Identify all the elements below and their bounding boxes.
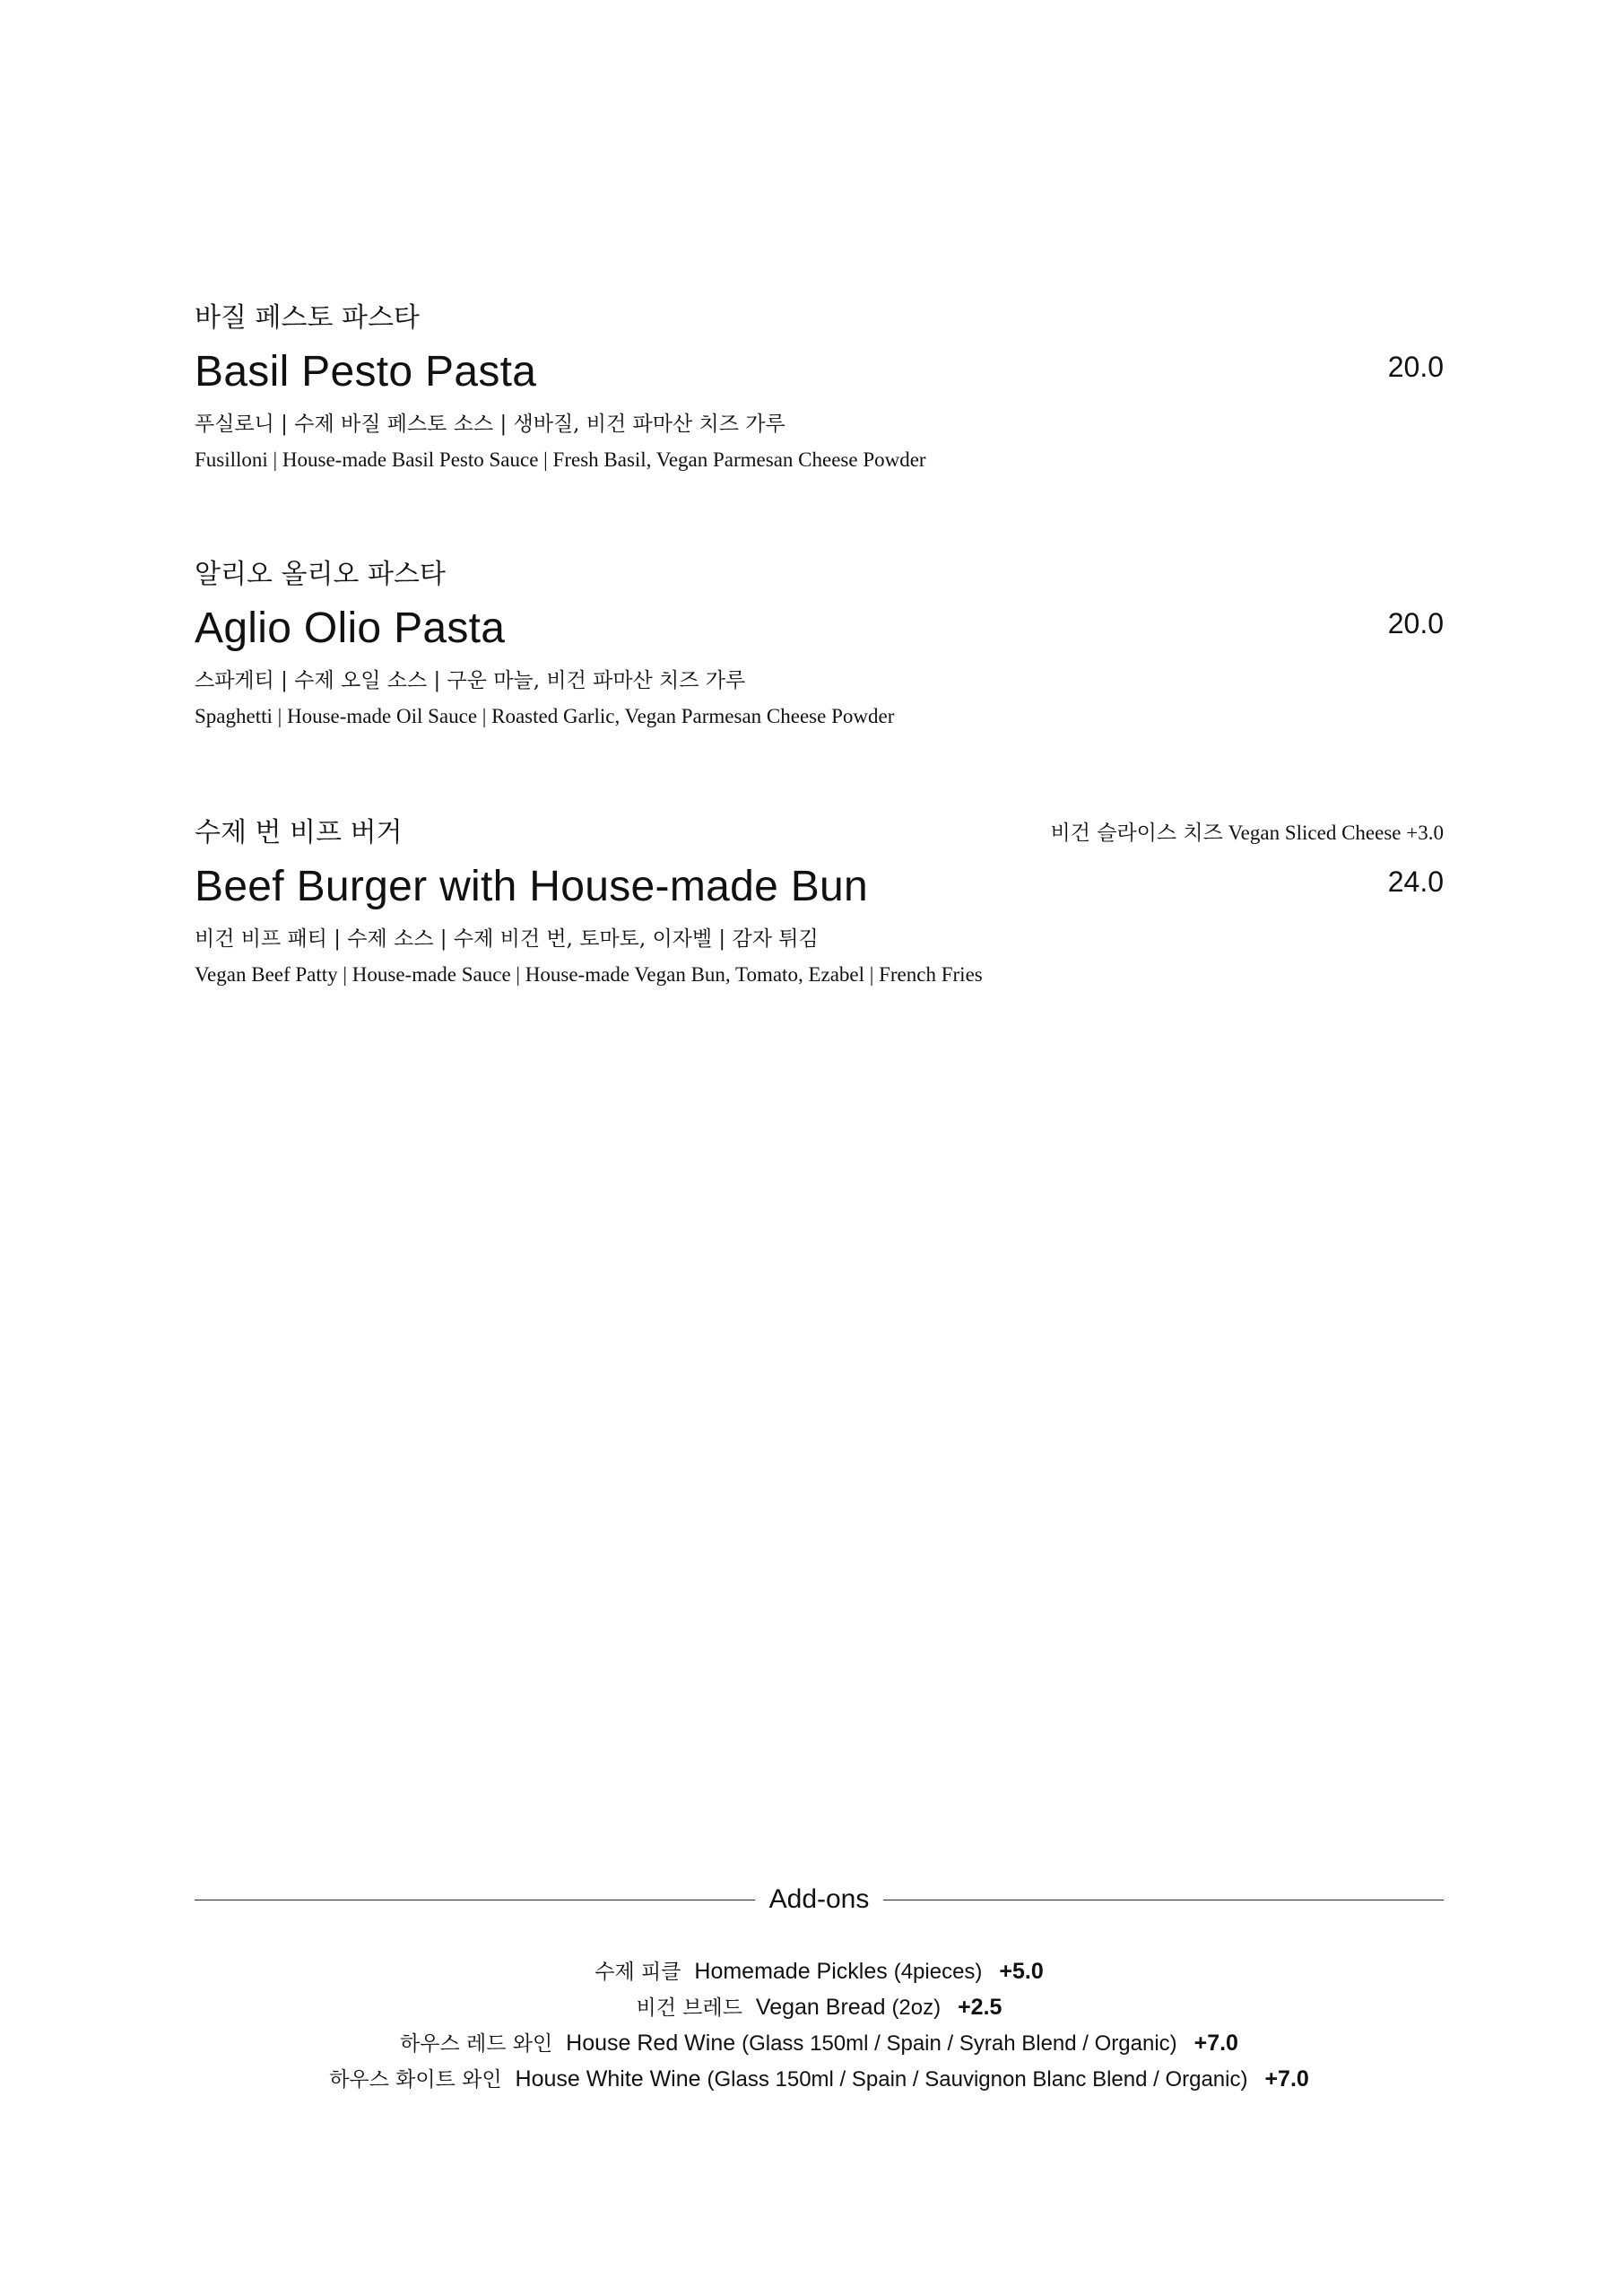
addon-name-korean: 하우스 레드 와인 — [400, 2032, 553, 2056]
addon-name-english: Vegan Bread — [755, 1995, 886, 2020]
addon-price: +2.5 — [958, 1995, 1002, 2020]
addon-name-english: Homemade Pickles — [694, 1959, 888, 1984]
item-description-english: Vegan Beef Patty | House-made Sauce | House-made Vegan Bun, Tomato, Ezabel | French Fries — [195, 963, 983, 986]
addon-price: +5.0 — [999, 1959, 1044, 1984]
item-description-korean: 스파게티 | 수제 오일 소스 | 구운 마늘, 비건 파마산 치즈 가루 — [195, 669, 746, 692]
item-title-korean: 바질 페스토 파스타 — [195, 302, 420, 334]
addon-name-english: House White Wine — [515, 2066, 701, 2092]
item-title-english: Aglio Olio Pasta — [195, 604, 506, 652]
item-description-english: Spaghetti | House-made Oil Sauce | Roasted Garlic, Vegan Parmesan Cheese Powder — [195, 705, 895, 727]
addon-detail: (Glass 150ml / Spain / Sauvignon Blanc Blend / Organic) — [707, 2067, 1248, 2092]
addon-detail: (Glass 150ml / Spain / Syrah Blend / Organic) — [742, 2031, 1177, 2056]
option-price: +3.0 — [1406, 822, 1444, 844]
item-title-korean: 알리오 올리오 파스타 — [195, 559, 446, 590]
option-name-korean: 비건 슬라이스 치즈 — [1050, 822, 1223, 845]
addon-name-korean: 비건 브레드 — [636, 1996, 742, 2020]
addon-item-white-wine — [195, 2061, 1444, 2097]
addon-item-pickles — [195, 1953, 1444, 1989]
addon-item-bread — [195, 1989, 1444, 2025]
item-description-english: Fusilloni | House-made Basil Pesto Sauce | Fresh Basil, Vegan Parmesan Cheese Powder — [195, 448, 926, 471]
item-title-korean: 수제 번 비프 버거 — [195, 817, 403, 848]
item-description-korean: 푸실로니 | 수제 바질 페스토 소스 | 생바질, 비건 파마산 치즈 가루 — [195, 413, 785, 436]
option-name-english: Vegan Sliced Cheese — [1228, 822, 1402, 844]
item-price: 20.0 — [1387, 351, 1444, 383]
addon-name-korean: 수제 피클 — [595, 1961, 681, 1984]
addons-section-header — [195, 1877, 1444, 1922]
item-title-english: Beef Burger with House-made Bun — [195, 863, 869, 910]
item-price: 24.0 — [1387, 865, 1444, 898]
addons-title: Add-ons — [768, 1884, 870, 1914]
addons-list — [195, 1953, 1444, 2097]
addon-detail: (2oz) — [891, 1996, 942, 2020]
addon-price: +7.0 — [1264, 2066, 1309, 2092]
addon-item-red-wine — [195, 2025, 1444, 2061]
addon-detail: (4pieces) — [893, 1960, 983, 1984]
item-price: 20.0 — [1387, 607, 1444, 639]
item-description-korean: 비건 비프 패티 | 수제 소스 | 수제 비건 번, 토마토, 이자벨 | 감자 튀김 — [195, 927, 819, 951]
item-option — [1051, 817, 1445, 849]
addon-name-korean: 하우스 화이트 와인 — [329, 2068, 502, 2092]
item-title-english: Basil Pesto Pasta — [195, 348, 537, 396]
addon-price: +7.0 — [1193, 2031, 1238, 2056]
addon-name-english: House Red Wine — [566, 2031, 736, 2056]
